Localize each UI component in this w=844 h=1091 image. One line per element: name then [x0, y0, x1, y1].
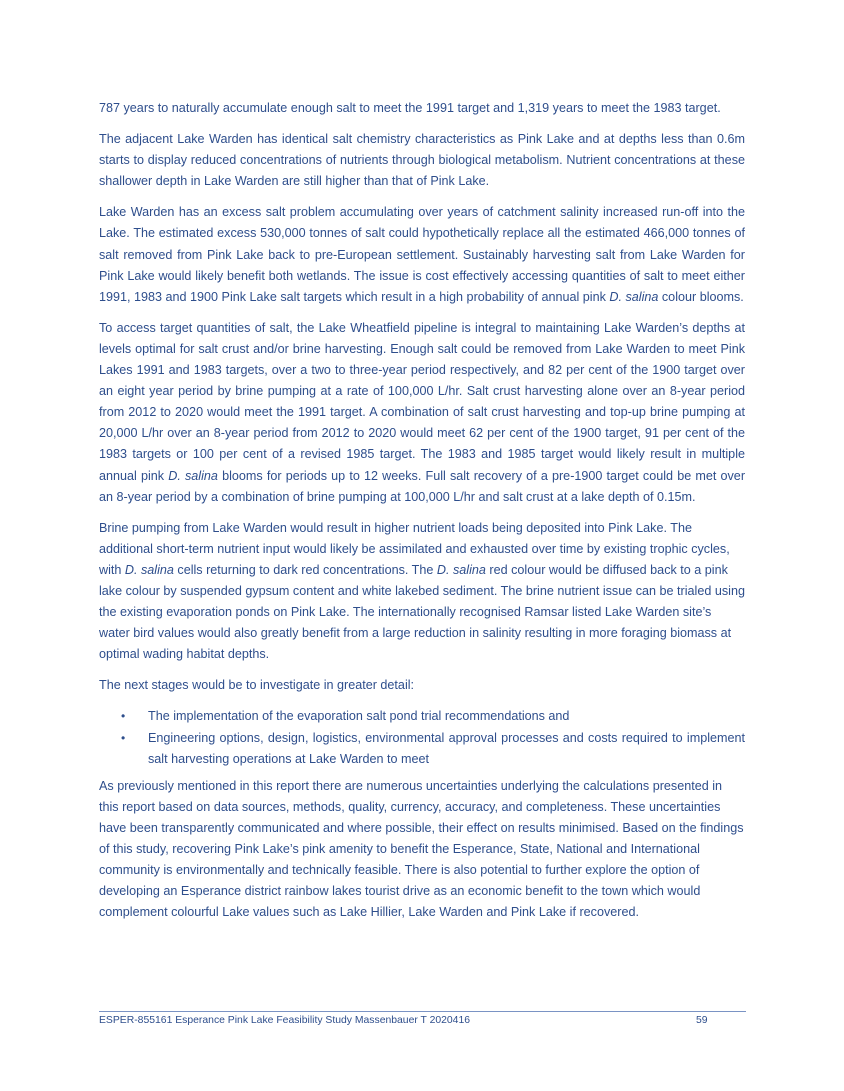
text-run: blooms for periods up to 12 weeks. Full salt recovery of a pre-1900 target could be met over an 8-year period by a combination of brine pumping at 100,000 L/hr and salt crust at a lake depth of 0.15m. — [99, 468, 746, 504]
text-run: The adjacent Lake Warden has identical salt chemistry characteristics as Pink Lake and at depths less than 0.6m starts to display reduced concentrations of nutrients through biological metabolism. Nutrient concentrations at these shallower depth in Lake Warden are still higher than that of Pink Lake. — [99, 132, 745, 189]
closing-paragraph: As previously mentioned in this report there are numerous uncertainties underlying the calculations presented in this report based on data sources, methods, quality, currency, accuracy, and completeness. These uncertainties have been transparently communicated and where possible, their effect on results minimised. Based on the findings of this study, recovering Pink Lake’s pink amenity to benefit the Esperance, State, National and International community is environmentally and technically feasible. There is also potential to further explore the option of developing an Esperance district rainbow lakes tourist drive as an economic benefit to the town which would complement colourful Lake values such as Lake Hillier, Lake Warden and Pink Lake if recovered. — [99, 778, 744, 920]
body-text — [99, 98, 745, 933]
paragraph — [99, 318, 745, 508]
list-item — [99, 728, 745, 770]
species-name: D. salina — [436, 562, 486, 577]
species-name: D. salina — [124, 562, 174, 577]
bullet-icon: • — [121, 730, 126, 745]
bullet-icon: • — [121, 709, 126, 724]
text-run: cells returning to dark red concentrations. The — [173, 562, 437, 577]
list-item-text: Engineering options, design, logistics, environmental approval processes and costs required to implement salt harvesting operations at Lake Warden to meet — [148, 730, 745, 766]
text-run: red colour would be diffused back to a pink lake colour by suspended gypsum content and white lakebed sediment. The brine nutrient issue can be trialed using the existing evaporation ponds on Pink Lake. The internationally recognised Ramsar listed Lake Warden site’s water bird values would also greatly benefit from a large reduction in salinity resulting in more foraging biomass at optimal wading habitat depths. — [99, 562, 745, 662]
page-number: 59 — [696, 1015, 708, 1026]
species-name: D. salina — [168, 468, 218, 483]
paragraph — [99, 518, 745, 666]
next-stages-list — [99, 706, 745, 769]
next-stages-intro: The next stages would be to investigate in greater detail: — [99, 678, 415, 693]
text-run: Lake Warden has an excess salt problem accumulating over years of catchment salinity increased run-off into the Lake. The estimated excess 530,000 tonnes of salt could hypothetically replace all the estimated 466,000 tonnes of salt removed from Pink Lake back to pre-European settlement. Sustainably harvesting salt from Lake Warden for Pink Lake would likely benefit both wetlands. The issue is cost effectively accessing quantities of salt to meet either 1991, 1983 and 1900 Pink Lake salt targets which result in a high probability of annual pink — [99, 205, 745, 304]
list-item-text: The implementation of the evaporation salt pond trial recommendations and — [148, 709, 570, 724]
paragraph — [99, 202, 745, 307]
text-run: 787 years to naturally accumulate enough salt to meet the 1991 target and 1,319 years to meet the 1983 target. — [99, 101, 721, 115]
text-run: colour blooms. — [658, 289, 744, 304]
list-item — [99, 706, 745, 727]
text-run: Brine pumping from Lake Warden would result in higher nutrient loads being deposited into Pink Lake. The additional short-term nutrient input would likely be assimilated and exhausted over time by existing trophic cycles, with — [99, 520, 730, 577]
paragraph-group — [99, 98, 745, 665]
species-name: D. salina — [609, 289, 659, 304]
footer-divider — [99, 1011, 746, 1012]
paragraph — [99, 129, 745, 192]
footer-document-ref: ESPER-855161 Esperance Pink Lake Feasibility Study Massenbauer T 2020416 — [99, 1015, 471, 1026]
paragraph — [99, 98, 745, 119]
text-run: To access target quantities of salt, the Lake Wheatfield pipeline is integral to maintaining Lake Warden’s depths at levels optimal for salt crust and/or brine harvesting. Enough salt could be removed from Lake Warden to meet Pink Lakes 1991 and 1983 targets, over a two to three-year period respectively, and 82 per cent of the 1900 target over an eight year period by brine pumping at a rate of 100,000 L/hr. Salt crust harvesting alone over an 8-year period from 2012 to 2020 would meet the 1991 target. A combination of salt crust harvesting and top-up brine pumping at 20,000 L/hr over an 8-year period from 2012 to 2020 would meet 62 per cent of the 1900 target, 91 per cent of the 1983 targets or 100 per cent of a revised 1985 target. The 1983 and 1985 target would likely result in multiple annual pink — [99, 320, 745, 483]
